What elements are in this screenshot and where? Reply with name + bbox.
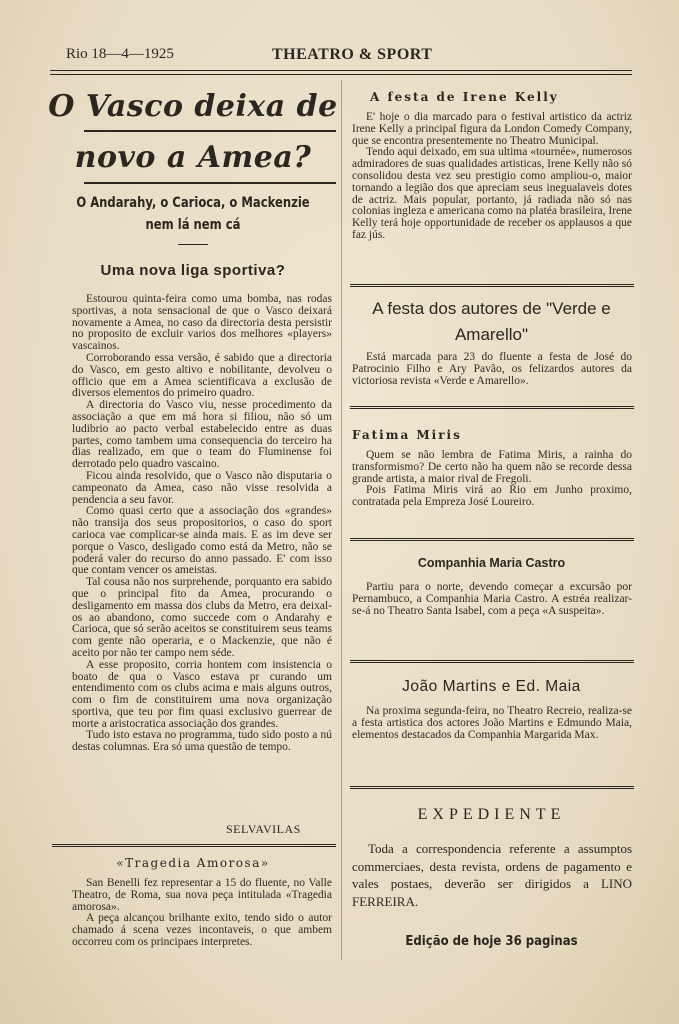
subtitle-line-2: nem lá nem cá <box>145 217 241 233</box>
headline-subtitle <box>60 192 327 236</box>
paragraph: Como quasi certo que a associação dos «grandes» não transija dos seus propositorios, o caso do sport carioca vae complicar-se ainda mais. E as im deve ser porque o Vasco, desligado como está da Metro, não se poderá valer do recurso do anno passado. E' com isso que contam vencer os ameistas. <box>72 505 332 577</box>
section-rule <box>350 786 634 789</box>
headline-line-2: novo a Amea? <box>74 140 312 175</box>
headline-line-1: O Vasco deixa de <box>48 89 338 124</box>
column-divider <box>341 80 342 960</box>
irene-body <box>352 112 632 242</box>
article-body <box>72 294 332 754</box>
paragraph: A peça alcançou brilhante exito, tendo sido o autor chamado á scena vezes incontaveis, o que ambem occorreu com os principaes interpretes. <box>72 912 332 948</box>
paragraph: Toda a correspondencia referente a assumptos commerciaes, desta revista, ordens de pagamento e vales postaes, deverão ser dirigidos a LINO FERREIRA. <box>352 841 632 909</box>
irene-title: A festa de Irene Kelly <box>370 90 559 104</box>
expediente-body <box>352 840 632 910</box>
article-signature: SELVAVILAS <box>226 822 301 836</box>
fatima-body <box>352 450 632 509</box>
tragedia-title: «Tragedia Amorosa» <box>116 856 270 870</box>
header-rule-thin <box>50 74 632 75</box>
paragraph: Quem se não lembra de Fatima Miris, a rainha do transformismo? De certo não ha quem não se recorde dessa grande artista, a maior rival de Fregoli. <box>352 449 632 485</box>
paragraph: San Benelli fez representar a 15 do fluente, no Valle Theatro, de Roma, sua nova peça intitulada «Tragedia amorosa». <box>72 877 332 913</box>
tragedia-body <box>72 878 332 949</box>
paragraph: Tendo aqui deixado, em sua ultima «tournée», numerosos admiradores de suas qualidades artisticas, Irene Kelly não só consolidou desta vez seu prestigio como ampliou-o, maior tornando a legião dos que apreciam seus inegualaveis dotes de actriz. Mais popular, portanto, já radiada não só nas colonias ingleza e americana como na platéa brasileira, Irene Kelly terá hoje opportunidade de receber os applausos a que faz jús. <box>352 146 633 241</box>
issue-date: Rio 18—4—1925 <box>66 46 174 62</box>
right-column <box>348 78 635 978</box>
paragraph: Estourou quinta-feira como uma bomba, nas rodas sportivas, a nota sensacional de que o Vasco deixará novamente a Amea, no caso da directoria desta persistir no proposito de excluir varios dos melhores «players» vascainos. <box>72 293 332 353</box>
section-rule <box>52 844 336 847</box>
paragraph: Ficou ainda resolvido, que o Vasco não disputaria o campeonato da Amea, caso não visse resolvida a pendencia a seu favor. <box>72 469 332 506</box>
masthead: THEATRO & SPORT <box>272 46 433 63</box>
fatima-title: Fatima Miris <box>352 428 462 442</box>
edition-note: Edição de hoje 36 paginas <box>405 934 578 949</box>
paragraph: A esse proposito, corria hontem com insistencia o boato de qua o Vasco estava pr curando um entendimento com os clubs acima e mais alguns outros, com o fim de constituirem uma nova organização sportiva, que teu por fim quasi exclusivo guerrear de morte a aristocratica associação dos grandes. <box>72 658 332 730</box>
section-rule <box>350 660 634 663</box>
small-divider <box>178 244 208 245</box>
headline-rule-bottom <box>84 182 336 184</box>
left-column <box>48 78 338 978</box>
expediente-title: EXPEDIENTE <box>417 806 566 823</box>
paragraph: Tal cousa não nos surprehende, porquanto era sabido que o principal fito da Amea, procurando o desligamento em massa dos clubs da Metro, era deixal-os ao abandono, como succede com o Andarahy e Carioca, que só serão aceitos se constituirem seus teams com gente não operaria, e o Mackenzie, que não é aceito por não ter campo nem séde. <box>72 576 332 659</box>
paragraph: Está marcada para 23 do fluente a festa de José do Patrocinio Filho e Ary Pavão, os felizardos autores da victoriosa revista «Verde e Amarello». <box>352 351 632 387</box>
paragraph: E' hoje o dia marcado para o festival artistico da actriz Irene Kelly a principal figura da London Comedy Company, que se encontra presentemente no Theatro Municipal. <box>352 111 632 147</box>
page-header <box>66 46 632 68</box>
verde-body <box>352 352 632 387</box>
paragraph: Pois Fatima Miris virá ao Rio em Junho proximo, contratada pela Empreza José Loureiro. <box>352 484 632 509</box>
subtitle-line-1: O Andarahy, o Carioca, o Mackenzie <box>76 195 310 211</box>
castro-body <box>352 582 632 617</box>
section-rule <box>350 284 634 287</box>
paragraph: Corroborando essa versão, é sabido que a directoria do Vasco, em gesto altivo e nobilitante, devolveu o officio que em a Amea scientificava a exclusão de diversos elementos do primeiro quadro. <box>72 351 332 400</box>
paragraph: Partiu para o norte, devendo começar a excursão por Pernambuco, a Companhia Maria Castro. A estréa realizar-se-á no Theatro Santa Isabel, com a peça «A suspeita». <box>352 581 632 617</box>
header-rule <box>50 70 632 71</box>
martins-title: João Martins e Ed. Maia <box>402 678 581 695</box>
castro-title: Companhia Maria Castro <box>417 556 566 570</box>
section-title: Uma nova liga sportiva? <box>100 262 286 279</box>
headline-rule <box>84 130 336 132</box>
paragraph: Tudo isto estava no programma, tudo sido posto a nú destas columnas. Era só uma questão de tempo. <box>72 729 332 754</box>
paragraph: Na proxima segunda-feira, no Theatro Recreio, realiza-se a festa artistica dos actores João Martins e Edmundo Maia, elementos destacados da Companhia Margarida Max. <box>352 705 632 741</box>
section-rule <box>350 406 634 409</box>
verde-title: A festa dos autores de "Verde e Amarello" <box>372 299 611 344</box>
section-rule <box>350 538 634 541</box>
paragraph: A directoria do Vasco viu, nesse procedimento da associação a que em má hora si filiou, não só um ludibrio ao pacto verbal estabelecido entre as duas partes, como tambem uma consequencia do terceiro ha dias realizado, em que o team do Fluminense foi derrotado pelo quadro vascaino. <box>72 399 332 471</box>
martins-body <box>352 706 632 741</box>
